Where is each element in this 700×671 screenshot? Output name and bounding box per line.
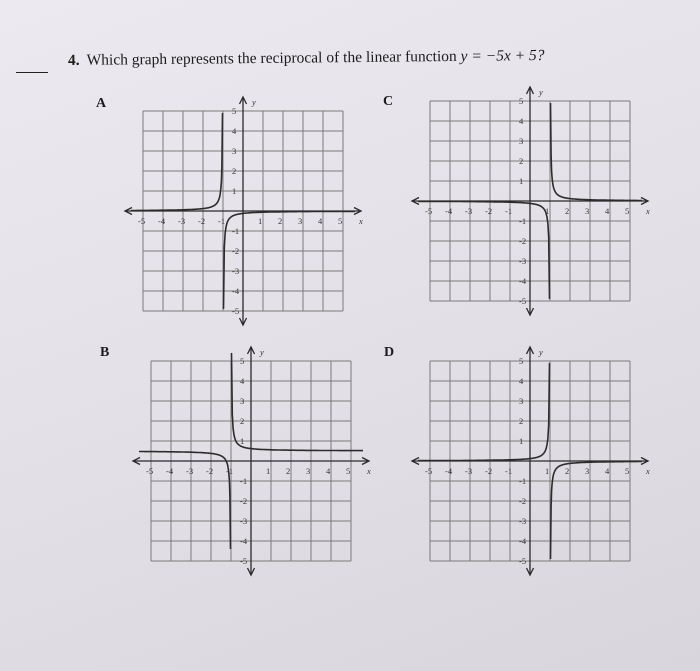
x-tick-label: 5 — [625, 466, 630, 476]
x-tick-label: 1 — [545, 206, 550, 216]
y-tick-label: 5 — [519, 96, 524, 106]
y-tick-label: 1 — [232, 186, 237, 196]
y-axis-name: y — [539, 347, 543, 357]
x-tick-label: -5 — [425, 206, 433, 216]
option-c-label: C — [383, 94, 394, 109]
x-tick-label: -1 — [505, 206, 513, 216]
x-tick-label: 4 — [605, 206, 610, 216]
x-tick-label: 5 — [338, 216, 343, 226]
x-tick-label: 5 — [346, 466, 351, 476]
y-tick-label: -2 — [519, 236, 527, 246]
question-text — [68, 47, 545, 70]
x-tick-label: 4 — [318, 216, 323, 226]
x-tick-label: -2 — [485, 206, 493, 216]
y-tick-label: 3 — [232, 146, 237, 156]
y-tick-label: -1 — [519, 216, 527, 226]
y-tick-label: 4 — [519, 116, 524, 126]
y-tick-label: -2 — [240, 496, 248, 506]
y-tick-label: -2 — [519, 496, 527, 506]
x-tick-label: -3 — [186, 466, 194, 476]
y-tick-label: -5 — [240, 556, 248, 566]
y-tick-label: -3 — [240, 516, 248, 526]
answer-blank[interactable] — [16, 72, 48, 73]
x-tick-label: 2 — [286, 466, 291, 476]
question-number: 4. — [67, 51, 80, 69]
x-tick-label: -2 — [198, 216, 206, 226]
x-axis-name: x — [646, 206, 650, 216]
y-tick-label: 4 — [232, 126, 237, 136]
option-d-label: D — [384, 345, 395, 360]
y-tick-label: -3 — [232, 266, 240, 276]
hyperbola-left-branch — [131, 113, 223, 211]
y-tick-label: -2 — [232, 246, 240, 256]
x-tick-label: -3 — [178, 216, 186, 226]
x-tick-label: -4 — [158, 216, 166, 226]
x-tick-label: 2 — [565, 206, 570, 216]
x-tick-label: 1 — [545, 466, 550, 476]
y-tick-label: 5 — [232, 106, 237, 116]
y-tick-label: -5 — [519, 556, 527, 566]
x-tick-label: -1 — [218, 216, 226, 226]
x-tick-label: -4 — [166, 466, 174, 476]
question-equation: y = −5x + 5? — [460, 47, 545, 65]
y-axis-name: y — [252, 97, 256, 107]
hyperbola-right-branch — [551, 103, 643, 201]
graph-option-d[interactable] — [425, 347, 650, 570]
y-tick-label: 1 — [240, 436, 245, 446]
y-tick-label: 5 — [240, 356, 245, 366]
y-axis-name: y — [539, 87, 543, 97]
y-tick-label: 4 — [519, 376, 524, 386]
x-tick-label: 5 — [625, 206, 630, 216]
x-tick-label: 3 — [306, 466, 311, 476]
y-tick-label: -1 — [232, 226, 240, 236]
y-tick-label: -3 — [519, 516, 527, 526]
x-axis-name: x — [367, 466, 371, 476]
graph-option-c[interactable] — [425, 87, 650, 310]
x-tick-label: 1 — [258, 216, 263, 226]
x-tick-label: -2 — [206, 466, 214, 476]
y-tick-label: 3 — [519, 396, 524, 406]
x-axis-name: x — [646, 466, 650, 476]
x-tick-label: -1 — [226, 466, 234, 476]
x-tick-label: -4 — [445, 466, 453, 476]
x-tick-label: -3 — [465, 466, 473, 476]
option-a-label: A — [96, 96, 107, 111]
y-tick-label: -1 — [519, 476, 527, 486]
hyperbola-right-branch — [551, 462, 643, 560]
y-tick-label: 1 — [519, 176, 524, 186]
y-tick-label: 2 — [519, 156, 524, 166]
y-tick-label: -1 — [240, 476, 248, 486]
y-tick-label: 5 — [519, 356, 524, 366]
x-tick-label: -4 — [445, 206, 453, 216]
x-axis-name: x — [359, 216, 363, 226]
y-tick-label: -3 — [519, 256, 527, 266]
y-tick-label: 3 — [240, 396, 245, 406]
x-tick-label: 3 — [585, 206, 590, 216]
x-tick-label: 3 — [298, 216, 303, 226]
x-tick-label: -5 — [425, 466, 433, 476]
x-tick-label: -2 — [485, 466, 493, 476]
x-tick-label: -3 — [465, 206, 473, 216]
y-tick-label: -4 — [240, 536, 248, 546]
y-tick-label: 4 — [240, 376, 245, 386]
graph-option-b[interactable] — [146, 347, 371, 570]
y-tick-label: -5 — [232, 306, 240, 316]
option-b-label: B — [100, 345, 110, 360]
x-tick-label: 2 — [565, 466, 570, 476]
x-tick-label: 4 — [326, 466, 331, 476]
y-tick-label: 2 — [232, 166, 237, 176]
graph-option-a[interactable] — [138, 97, 363, 320]
y-tick-label: -4 — [519, 276, 527, 286]
y-tick-label: -4 — [232, 286, 240, 296]
x-tick-label: -1 — [505, 466, 513, 476]
y-tick-label: -5 — [519, 296, 527, 306]
y-tick-label: 3 — [519, 136, 524, 146]
x-tick-label: 1 — [266, 466, 271, 476]
y-axis-name: y — [260, 347, 264, 357]
y-tick-label: 2 — [240, 416, 245, 426]
y-tick-label: 1 — [519, 436, 524, 446]
y-tick-label: 2 — [519, 416, 524, 426]
x-tick-label: 3 — [585, 466, 590, 476]
y-tick-label: -4 — [519, 536, 527, 546]
x-tick-label: 4 — [605, 466, 610, 476]
x-tick-label: -5 — [146, 466, 154, 476]
x-tick-label: -5 — [138, 216, 146, 226]
question-prompt: Which graph represents the reciprocal of the linear function — [86, 47, 457, 69]
x-tick-label: 2 — [278, 216, 283, 226]
